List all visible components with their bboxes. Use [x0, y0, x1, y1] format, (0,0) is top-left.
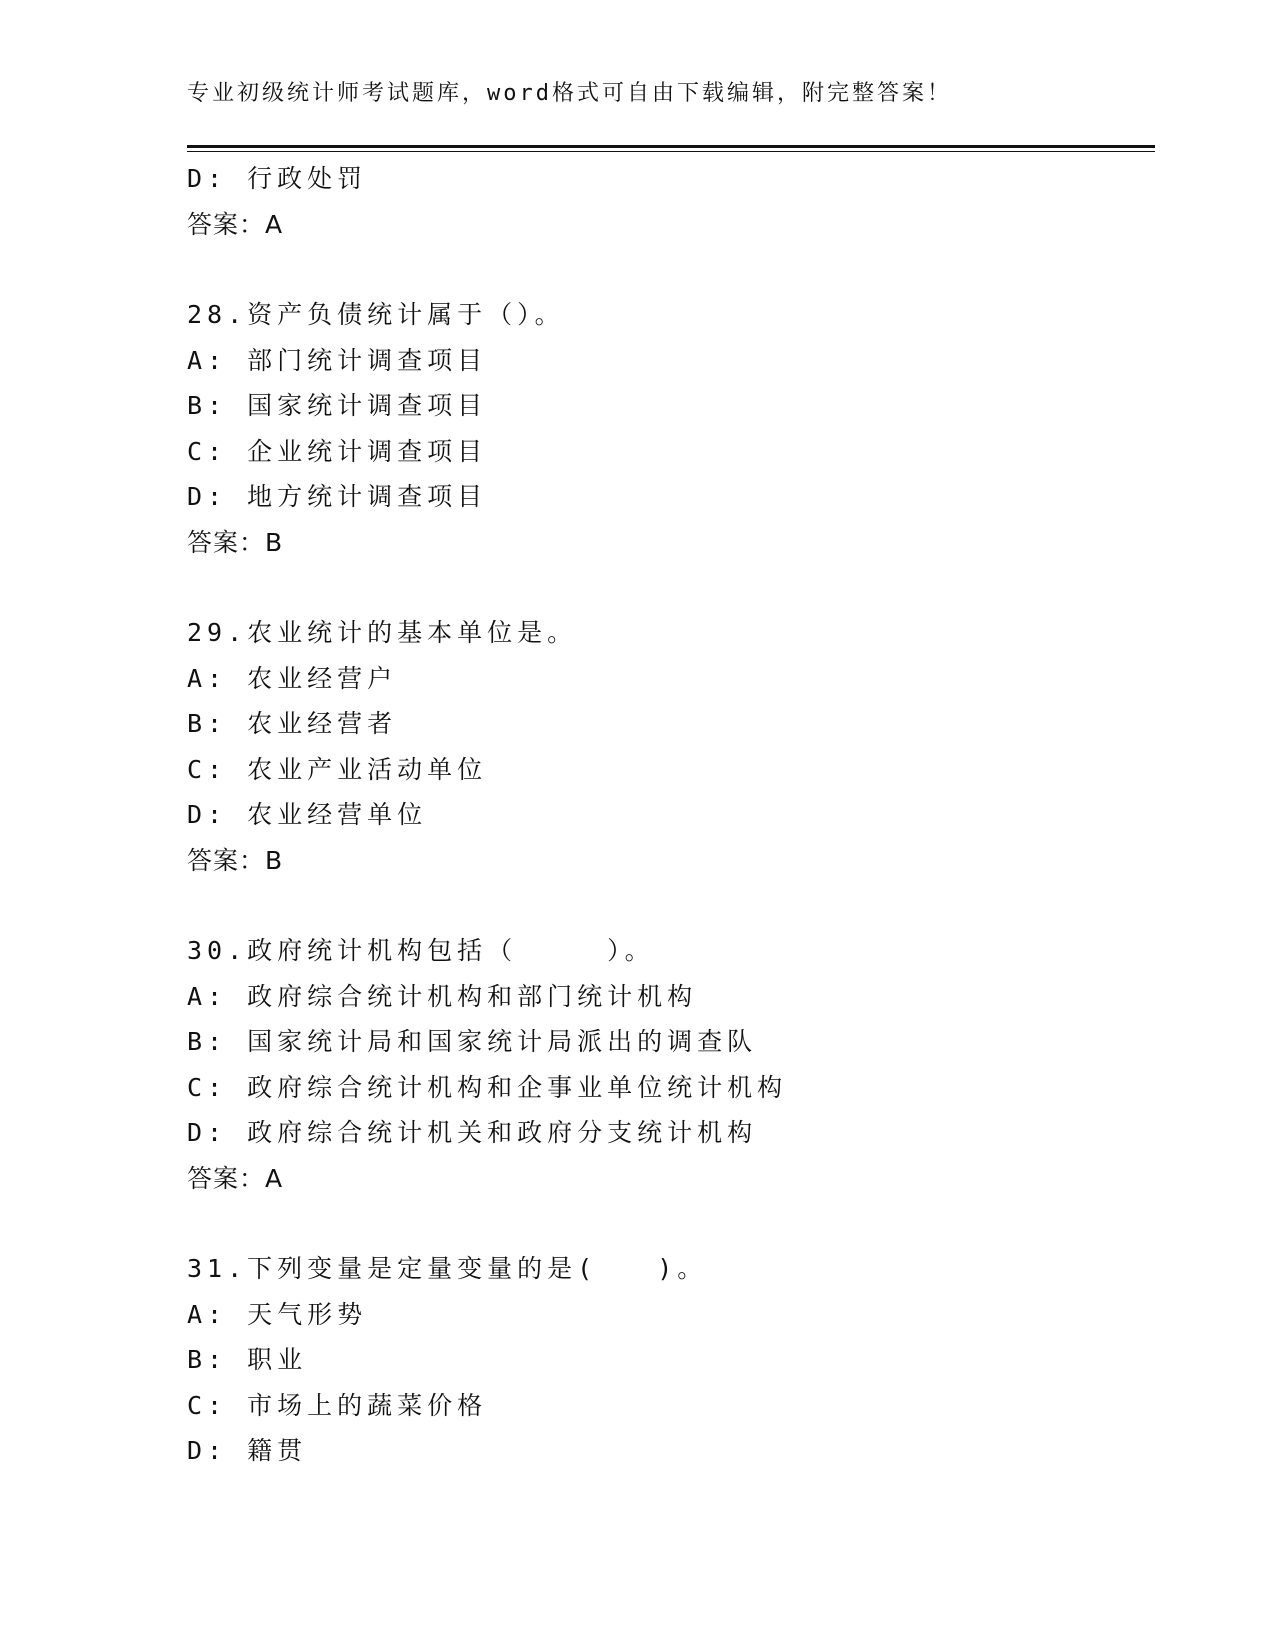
question-block [187, 1246, 1155, 1474]
option-b: B: 国家统计局和国家统计局派出的调查队 [187, 1027, 758, 1056]
option-d: D: 地方统计调查项目 [187, 482, 488, 511]
question-block [187, 292, 1155, 565]
option-a: A: 政府综合统计机构和部门统计机构 [187, 981, 698, 1011]
option-a: A: 部门统计调查项目 [187, 345, 488, 375]
option-d: D: 籍贯 [187, 1436, 308, 1465]
spacer [187, 247, 1155, 292]
option-b: B: 国家统计调查项目 [187, 391, 488, 420]
option-b: B: 职业 [187, 1345, 308, 1374]
question-stem: 30.政府统计机构包括（ ）。 [187, 936, 655, 965]
header-divider-thin [187, 151, 1155, 152]
option-d: D: 农业经营单位 [187, 800, 428, 829]
question-block [187, 610, 1155, 883]
option-d: D: 政府综合统计机关和政府分支统计机构 [187, 1118, 758, 1147]
option-a: A: 农业经营户 [187, 663, 398, 693]
answer: 答案：A [187, 209, 284, 239]
option-c: C: 政府综合统计机构和企事业单位统计机构 [187, 1072, 788, 1102]
question-stem: 31.下列变量是定量变量的是( )。 [187, 1254, 708, 1283]
spacer [187, 883, 1155, 928]
page-header: 专业初级统计师考试题库，word格式可自由下载编辑，附完整答案！ [187, 81, 952, 106]
spacer [187, 1201, 1155, 1246]
answer: 答案：A [187, 1163, 284, 1193]
answer: 答案：B [187, 527, 284, 557]
option-c: C: 企业统计调查项目 [187, 436, 488, 466]
spacer [187, 565, 1155, 610]
question-block [187, 928, 1155, 1201]
option-b: B: 农业经营者 [187, 709, 398, 738]
header-divider-thick [187, 145, 1155, 148]
option-d: D: 行政处罚 [187, 164, 368, 193]
option-c: C: 农业产业活动单位 [187, 754, 488, 784]
question-stem: 28.资产负债统计属于（）。 [187, 300, 565, 329]
option-a: A: 天气形势 [187, 1299, 368, 1329]
option-c: C: 市场上的蔬菜价格 [187, 1390, 488, 1420]
question-list [187, 156, 1155, 1474]
question-stem: 29.农业统计的基本单位是。 [187, 618, 578, 647]
answer: 答案：B [187, 845, 284, 875]
